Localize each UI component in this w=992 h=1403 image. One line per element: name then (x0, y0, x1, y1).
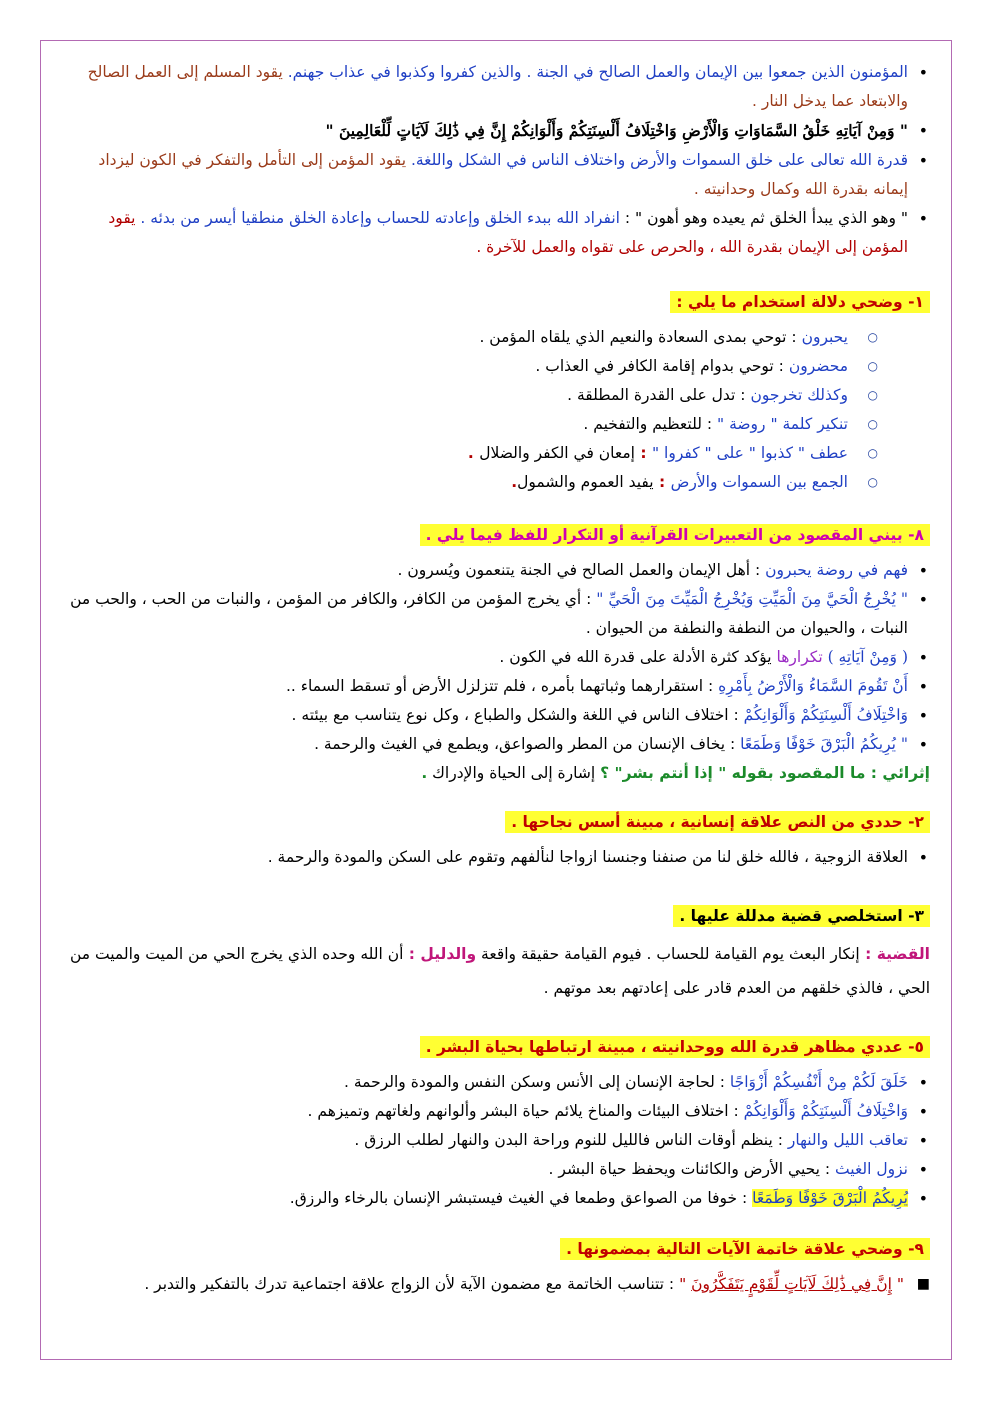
list-item (60, 585, 930, 643)
section-9-heading (60, 1235, 930, 1264)
description: يخاف الإنسان من المطر والصواعق، ويطمع في الغيث والرحمة . (314, 735, 726, 753)
separator: : (750, 561, 766, 579)
list-item (60, 556, 930, 585)
section-8-heading (60, 521, 930, 550)
term: ( وَمِنْ آيَاتِهِ ) (827, 648, 908, 666)
section-1-title: ١- وضحي دلالة استخدام ما يلي : (670, 291, 930, 313)
term: تعاقب الليل والنهار (787, 1131, 908, 1149)
quote-mark: " (891, 1275, 904, 1293)
section-9-list (60, 1270, 930, 1299)
section-8-title: ٨- بيني المقصود من التعبيرات القرآنية أو التكرار للفظ فيما يلي . (420, 524, 930, 546)
enrichment-label: إثرائي : ما المقصود بقوله " إذا أنتم بشر" ؟ (600, 764, 930, 782)
list-item (60, 1097, 930, 1126)
description: يفيد العموم والشمول (517, 473, 654, 491)
intro-bullet-4 (60, 204, 930, 262)
term: نزول الغيث (835, 1160, 908, 1178)
separator: : (772, 1131, 788, 1149)
list-item (60, 730, 930, 759)
quran-verse: " وَمِنْ آيَاتِهِ خَلْقُ السَّمَاوَاتِ وَالْأَرْضِ وَاخْتِلَافُ أَلْسِنَتِكُمْ وَأَلْوَانِكُمْ إِنَّ فِي ذَٰلِكَ لَآيَاتٍ لِّلْعَالِمِينَ " (325, 121, 908, 140)
end-mark: . (421, 764, 428, 782)
list-item (60, 1155, 930, 1184)
separator: : (714, 1073, 730, 1091)
separator: : (728, 706, 744, 724)
evidence-label: والدليل : (403, 945, 477, 963)
term: " يُرِيكُمُ الْبَرْقَ خَوْفًا وَطَمَعًا (740, 735, 908, 753)
section-3-body (60, 937, 930, 1005)
enrichment-question (60, 759, 930, 788)
term: خَلَقَ لَكُمْ مِنْ أَنْفُسِكُمْ أَزْوَاجًا (729, 1073, 908, 1091)
separator: : (773, 357, 789, 375)
description: استقرارهما وثباتهما بأمره ، فلم تتزلزل الأرض أو تسقط السماء .. (285, 677, 704, 695)
term: الجمع بين السموات والأرض (670, 473, 848, 491)
description: توحي بدوام إقامة الكافر في العذاب . (535, 357, 774, 375)
section-1-heading (60, 288, 930, 317)
section-3-title: ٣- استخلصي قضية مدللة عليها . (673, 905, 930, 927)
section-2-list (60, 843, 930, 872)
separator: : (735, 386, 751, 404)
term-note: تكرارها (776, 648, 828, 666)
term: يُرِيكُمُ الْبَرْقَ خَوْفًا وَطَمَعًا (752, 1189, 908, 1207)
description: أهل الإيمان والعمل الصالح في الجنة يتنعمون ويُسرون . (397, 561, 751, 579)
separator: : (653, 473, 671, 491)
list-item (60, 701, 930, 730)
issue-label: القضية : (859, 945, 930, 963)
description: يحيي الأرض والكائنات ويحفظ حياة البشر . (548, 1160, 820, 1178)
section-2-heading (60, 808, 930, 837)
separator: : (728, 1102, 744, 1120)
intro-effect: يقود المؤمن إلى الإيمان بقدرة الله ، والحرص على تقواه والعمل للآخرة . (108, 209, 908, 256)
list-item (60, 1068, 930, 1097)
separator: : (786, 328, 802, 346)
section-5-list (60, 1068, 930, 1213)
list-item (60, 381, 930, 410)
list-item (60, 410, 930, 439)
end-mark: . (467, 444, 480, 462)
term: محضرون (788, 357, 848, 375)
quran-verse: إِنَّ فِي ذَٰلِكَ لَآيَاتٍ لِّقَوْمٍ يَتَفَكَّرُونَ (691, 1275, 892, 1293)
term: فهم في روضة يحبرون (765, 561, 908, 579)
intro-text: انفراد الله ببدء الخلق وإعادته للحساب وإعادة الخلق منطقيا أيسر من بدئه . (140, 209, 620, 227)
separator: : (819, 1160, 836, 1178)
evidence-text: أن الله وحده الذي يخرج الحي من الميت والميت من الحي ، فالذي خلقهم من العدم قادر على إعادتهم بعد موتهم . (69, 945, 930, 997)
description: اختلاف الناس في اللغة والشكل والطباع ، وكل نوع يتناسب مع بيئته . (291, 706, 729, 724)
list-item (60, 1126, 930, 1155)
description: اختلاف البيئات والمناخ يلائم حياة البشر وألوانهم ولغاتهم وتميزهم . (307, 1102, 729, 1120)
list-item (60, 1184, 930, 1213)
description: للتعظيم والتفخيم . (583, 415, 702, 433)
section-2-title: ٢- حددي من النص علاقة إنسانية ، مبينة أسس نجاحها . (505, 811, 930, 833)
list-item (60, 323, 930, 352)
separator: : (725, 735, 741, 753)
section-8-list (60, 556, 930, 759)
description: أي يخرج المؤمن من الكافر، والكافر من المؤمن ، والنبات من الحب ، والحب من النبات ، والحيوان من النطفة والنطفة من الحيوان . (70, 590, 908, 637)
section-5-heading (60, 1033, 930, 1062)
separator: : (581, 590, 597, 608)
document-body (60, 58, 930, 1299)
enrichment-answer: إشارة إلى الحياة والإدراك (427, 764, 601, 782)
separator: : (701, 415, 718, 433)
term: أَنْ تَقُومَ السَّمَاءُ وَالْأَرْضُ بِأَمْرِهِ (718, 677, 908, 695)
list-item (60, 352, 930, 381)
end-mark: . (511, 473, 518, 491)
issue-text: إنكار البعث يوم القيامة للحساب . فيوم القيامة حقيقة واقعة (476, 945, 860, 963)
section-3-heading (60, 902, 930, 931)
list-item (60, 1270, 930, 1299)
list-item: • العلاقة الزوجية ، فالله خلق لنا من صنفنا وجنسنا ازواجا لنألفهم وتقوم على السكن والمودة والرحمة . (60, 843, 930, 872)
list-item (60, 439, 930, 468)
term: وكذلك تخرجون (750, 386, 848, 404)
section-5-title: ٥- عددي مظاهر قدرة الله ووحدانيته ، مبينة ارتباطها بحياة البشر . (420, 1036, 930, 1058)
term: يحبرون (801, 328, 848, 346)
list-item (60, 643, 930, 672)
list-item (60, 672, 930, 701)
term: تنكير كلمة " روضة " (717, 415, 848, 433)
section-1-list (60, 323, 930, 497)
term: وَاخْتِلَافُ أَلْسِنَتِكُمْ وَأَلْوَانِكُمْ (743, 706, 908, 724)
description: توحي بمدى السعادة والنعيم الذي يلقاه المؤمن . (479, 328, 787, 346)
description: إمعان في الكفر والضلال (479, 444, 635, 462)
description: تدل على القدرة المطلقة . (567, 386, 736, 404)
intro-effect: يقود المؤمن إلى التأمل والتفكر في الكون ليزداد إيمانه بقدرة الله وكمال وحدانيته . (98, 151, 908, 198)
quote-mark: " (679, 1275, 692, 1293)
intro-verse: " وهو الذي يبدأ الخلق ثم يعيده وهو أهون " : (619, 209, 908, 227)
list-item (60, 468, 930, 497)
description: خوفا من الصواعق وطمعا في الغيث فيستبشر الإنسان بالرخاء والرزق. (289, 1189, 738, 1207)
intro-list (60, 58, 930, 262)
separator: : (737, 1189, 753, 1207)
separator: : (634, 444, 652, 462)
description: : تتناسب الخاتمة مع مضمون الآية لأن الزواج علاقة اجتماعية تدرك بالتفكير والتدبر . (144, 1275, 680, 1293)
intro-text: قدرة الله تعالى على خلق السموات والأرض واختلاف الناس في الشكل واللغة. (410, 151, 908, 169)
intro-effect: يقود المسلم إلى العمل الصالح والابتعاد عما يدخل النار . (87, 63, 908, 110)
term: " يُخْرِجُ الْحَيَّ مِنَ الْمَيِّتِ وَيُخْرِجُ الْمَيِّتَ مِنَ الْحَيِّ " (596, 590, 908, 608)
intro-text: المؤمنون الذين جمعوا بين الإيمان والعمل الصالح في الجنة . والذين كفروا وكذبوا في عذاب جهنم. (287, 63, 908, 81)
term: وَاخْتِلَافُ أَلْسِنَتِكُمْ وَأَلْوَانِكُمْ (743, 1102, 908, 1120)
description: لحاجة الإنسان إلى الأنس وسكن النفس والمودة والرحمة . (344, 1073, 715, 1091)
intro-bullet-3 (60, 146, 930, 204)
intro-bullet-1 (60, 58, 930, 116)
description: يؤكد كثرة الأدلة على قدرة الله في الكون . (499, 648, 772, 666)
intro-bullet-2 (60, 116, 930, 146)
section-9-title: ٩- وضحي علاقة خاتمة الآيات التالية بمضمونها . (560, 1238, 930, 1260)
description: ينظم أوقات الناس فالليل للنوم وراحة البدن والنهار لطلب الرزق . (354, 1131, 773, 1149)
term: عطف " كذبوا " على " كفروا " (651, 444, 848, 462)
separator: : (703, 677, 719, 695)
